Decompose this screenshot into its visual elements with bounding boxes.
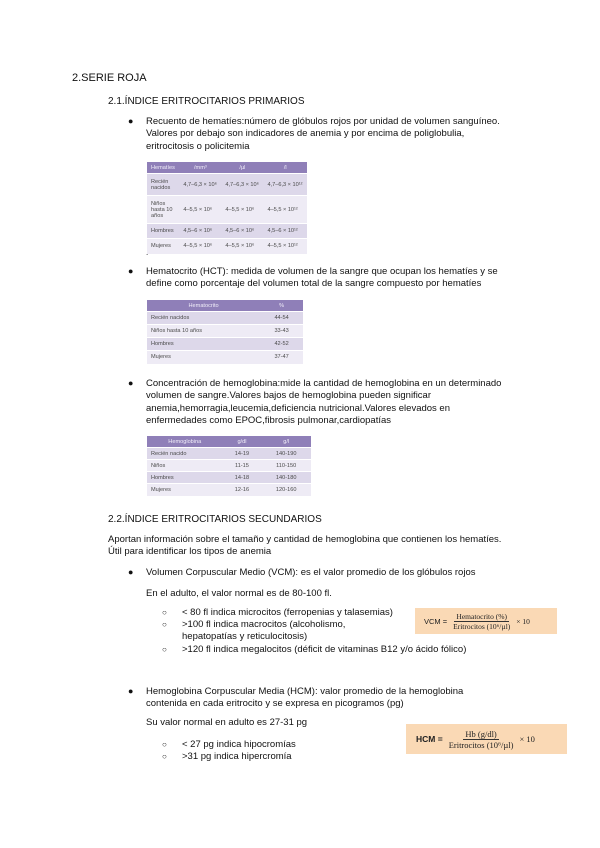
hb-table bbox=[147, 436, 311, 496]
section-title: 2.SERIE ROJA bbox=[72, 72, 147, 84]
circle-bullet-icon: ○ bbox=[162, 620, 167, 629]
table-header: g/l bbox=[261, 436, 311, 448]
circle-bullet-icon: ○ bbox=[162, 645, 167, 654]
hematies-description: Recuento de hematíes:número de glóbulos rojos por unidad de volumen sanguíneo. Valores por debajo son indicadores de anemia y por encima de poliglobulia, eritrocitosis o policitemia bbox=[146, 116, 500, 152]
secondary-intro: Aportan información sobre el tamaño y cantidad de hemoglobina que contienen los hematíes. Útil para identificar los tipos de anemia bbox=[108, 534, 502, 558]
hct-table bbox=[147, 300, 303, 364]
table-row: Mujeres 37-47 bbox=[147, 351, 303, 364]
secondary-subtitle: 2.2.ÍNDICE ERITROCITARIOS SECUNDARIOS bbox=[108, 514, 322, 525]
hcm-item: >31 pg indica hipercromía bbox=[182, 751, 292, 762]
hcm-item: < 27 pg indica hipocromías bbox=[182, 739, 296, 750]
table-row: Niños hasta 10 años 4–5,5 × 10⁶ 4–5,5 × 10⁶ 4–5,5 × 10¹² bbox=[147, 196, 307, 224]
bullet-icon: ● bbox=[128, 116, 134, 126]
bullet-icon: ● bbox=[128, 686, 134, 696]
table-header: Hematíes bbox=[147, 162, 179, 174]
table-row: Recién nacido 14-19 140-190 bbox=[147, 448, 311, 460]
trailing-dot: . bbox=[146, 248, 149, 257]
table-row: Mujeres 4–5,5 × 10⁶ 4–5,5 × 10⁶ 4–5,5 × 10¹² bbox=[147, 239, 307, 254]
table-row: Recién nacidos 44-54 bbox=[147, 312, 303, 325]
table-row: Hombres 14-18 140-180 bbox=[147, 472, 311, 484]
table-header: % bbox=[260, 300, 303, 312]
vcm-item: < 80 fl indica microcitos (ferropenias y talasemias) bbox=[182, 607, 393, 618]
circle-bullet-icon: ○ bbox=[162, 608, 167, 617]
table-row: Niños 11-15 110-150 bbox=[147, 460, 311, 472]
bullet-icon: ● bbox=[128, 378, 134, 388]
table-row: Niños hasta 10 años 33-43 bbox=[147, 325, 303, 338]
vcm-formula: VCM = $\frac{\text{Hematocrito (\%)}}{\text{Eritrocitos (10⁶/µl)}}$ × 10 bbox=[415, 608, 557, 634]
vcm-item: >100 fl indica macrocitos (alcoholismo, hepatopatías y reticulocitosis) bbox=[182, 619, 346, 643]
vcm-title: Volumen Corpuscular Medio (VCM): es el valor promedio de los glóbulos rojos bbox=[146, 567, 476, 578]
table-header: Hemoglobina bbox=[147, 436, 223, 448]
table-header: /mm³ bbox=[179, 162, 221, 174]
hcm-description: Hemoglobina Corpuscular Media (HCM): valor promedio de la hemoglobina contenida en cada eritrocito y se expresa en picogramos (pg) bbox=[146, 686, 464, 710]
table-header: /µl bbox=[221, 162, 263, 174]
vcm-normal: En el adulto, el valor normal es de 80-100 fl. bbox=[146, 588, 332, 599]
bullet-icon: ● bbox=[128, 567, 134, 577]
table-row: Hombres 42-52 bbox=[147, 338, 303, 351]
table-header: Hematocrito bbox=[147, 300, 260, 312]
hcm-formula: HCM = $\frac{Hb (g/dl)}{\text{Eritrocitos (10⁶/µl)}}$ × 10 bbox=[406, 724, 567, 754]
circle-bullet-icon: ○ bbox=[162, 752, 167, 761]
hb-description: Concentración de hemoglobina:mide la cantidad de hemoglobina en un determinado volumen de sangre.Valores bajos de hemoglobina pueden significar anemia,hemorragia,leucemia,deficiencia nutricional.Valores elevados en enfermedades como EPOC,fibrosis pulmonar,cardiopatías bbox=[146, 378, 502, 427]
vcm-item: >120 fl indica megalocitos (déficit de vitaminas B12 y/o ácido fólico) bbox=[182, 644, 467, 655]
table-row: Mujeres 12-16 120-160 bbox=[147, 484, 311, 496]
table-row: Hombres 4,5–6 × 10⁶ 4,5–6 × 10⁶ 4,5–6 × 10¹² bbox=[147, 224, 307, 239]
primary-subtitle: 2.1.ÍNDICE ERITROCITARIOS PRIMARIOS bbox=[108, 96, 305, 107]
table-header: /l bbox=[263, 162, 307, 174]
hcm-normal: Su valor normal en adulto es 27-31 pg bbox=[146, 717, 308, 728]
hct-description: Hematocrito (HCT): medida de volumen de la sangre que ocupan los hematíes y se define como porcentaje del volumen total de la sangre compuesto por hematíes bbox=[146, 266, 498, 290]
bullet-icon: ● bbox=[128, 266, 134, 276]
hematies-table bbox=[147, 162, 307, 254]
circle-bullet-icon: ○ bbox=[162, 740, 167, 749]
table-row: Recién nacidos 4,7–6,3 × 10⁶ 4,7–6,3 × 10⁶ 4,7–6,3 × 10¹² bbox=[147, 174, 307, 196]
table-header: g/dl bbox=[223, 436, 262, 448]
